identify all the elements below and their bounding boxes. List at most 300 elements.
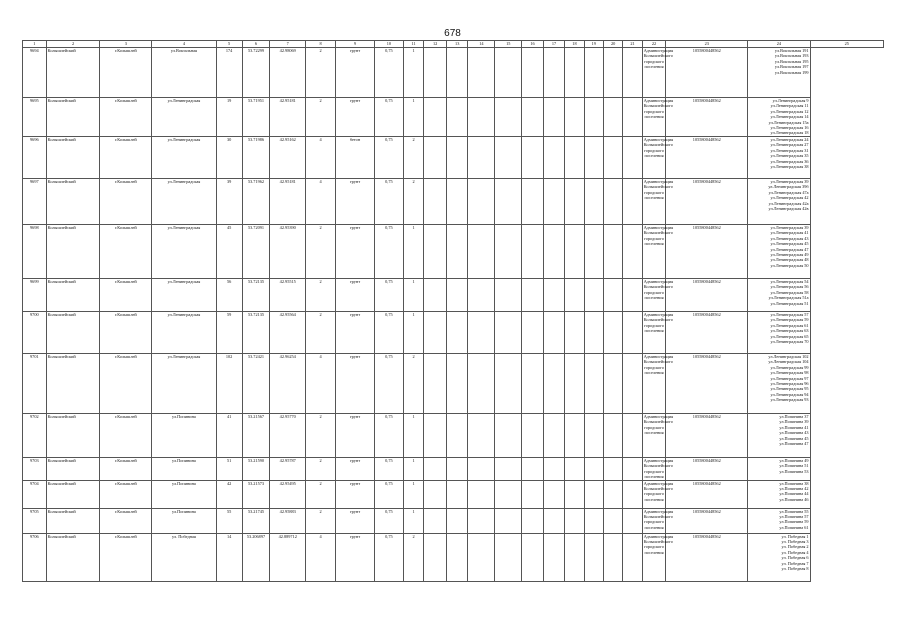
served-address: ул.Ленинградская 9 — [772, 98, 809, 103]
empty-cell — [468, 48, 495, 98]
containers-cell: 2 — [306, 48, 336, 98]
owner-line: Администрация — [643, 98, 674, 103]
served-address: ул.Попинина 53 — [779, 468, 809, 474]
latitude-cell: 53.71951 — [242, 98, 270, 137]
served-address: ул.Ленинградская 39б — [768, 184, 809, 190]
volume-cell: 0,75 — [374, 354, 403, 414]
empty-cell — [584, 98, 603, 137]
owner-line: Колышлейского городского — [643, 53, 673, 64]
owner-line: поселения — [644, 524, 664, 530]
district-cell: Колышлейский — [46, 354, 100, 414]
owner-line: Колышлейского городского — [643, 539, 673, 550]
served-address: ул.Ленинградская 31 — [770, 147, 809, 153]
empty-cell — [424, 225, 447, 279]
empty-cell — [522, 137, 544, 179]
locality-cell: г.Колышлей — [100, 312, 152, 354]
served-address: ул.Ленинградская 16 — [770, 125, 809, 131]
empty-cell — [623, 414, 642, 458]
count-cell: 1 — [403, 312, 423, 354]
row-id: 9701 — [23, 354, 47, 414]
empty-cell — [584, 179, 603, 225]
empty-cell — [603, 225, 622, 279]
served-address: ул.Ленинградская 43 — [770, 235, 809, 241]
locality-cell: г.Колышлей — [100, 480, 152, 508]
served-address: ул.Попинина 44 — [779, 491, 809, 497]
column-number-cell: 4 — [152, 41, 217, 48]
count-cell: 2 — [403, 179, 423, 225]
row-id: 9703 — [23, 458, 47, 481]
street-cell: ул.Вокзальная — [152, 48, 217, 98]
latitude-cell: 53.72091 — [242, 225, 270, 279]
owner-line: Администрация — [643, 508, 674, 514]
volume-cell: 0,75 — [374, 533, 403, 581]
latitude-cell: 53.72421 — [242, 354, 270, 414]
inn-cell: 1055800448562 — [666, 354, 748, 414]
served-address: ул. Победная 6 — [781, 555, 809, 561]
volume-cell: 0,75 — [374, 48, 403, 98]
column-number-cell: 13 — [446, 41, 468, 48]
served-addresses-cell — [748, 533, 810, 581]
inn-cell: 1055800448562 — [666, 508, 748, 533]
volume-cell: 0,75 — [374, 414, 403, 458]
owner-cell — [642, 458, 674, 481]
empty-cell — [603, 354, 622, 414]
inn-cell: 1055800448562 — [666, 98, 748, 137]
containers-cell: 2 — [306, 312, 336, 354]
column-number-cell: 15 — [495, 41, 522, 48]
served-addresses-cell — [748, 354, 810, 414]
served-address: ул.Попинина 43 — [779, 430, 809, 436]
empty-cell — [543, 533, 565, 581]
served-address: ул.Ленинградская 39 — [770, 225, 809, 230]
column-number-cell: 5 — [216, 41, 242, 48]
empty-cell — [446, 137, 468, 179]
empty-cell — [603, 533, 622, 581]
column-number-cell: 19 — [584, 41, 603, 48]
served-address: ул.Ленинградская 36 — [770, 158, 809, 164]
owner-line: Колышлейского городского — [643, 317, 673, 328]
longitude-cell: 42.95787 — [270, 458, 306, 481]
served-address: ул.Ленинградская 27 — [770, 142, 809, 148]
owner-cell — [642, 279, 674, 312]
locality-cell: г.Колышлей — [100, 354, 152, 414]
owner-cell — [642, 354, 674, 414]
served-address: ул.Ленинградская 58 — [770, 289, 809, 295]
empty-cell — [424, 312, 447, 354]
empty-cell — [584, 533, 603, 581]
empty-cell — [584, 312, 603, 354]
owner-cell — [642, 312, 674, 354]
district-cell: Колышлейский — [46, 458, 100, 481]
served-addresses-cell — [748, 508, 810, 533]
empty-cell — [543, 279, 565, 312]
longitude-cell: 42.95495 — [270, 480, 306, 508]
street-cell: ул. Победная — [152, 533, 217, 581]
served-address: ул.Вокзальная 195 — [774, 58, 809, 64]
volume-cell: 0,75 — [374, 458, 403, 481]
empty-cell — [446, 533, 468, 581]
containers-cell: 2 — [306, 279, 336, 312]
street-cell: ул.Ленинградская — [152, 354, 217, 414]
page-number: 678 — [444, 28, 461, 39]
empty-cell — [468, 458, 495, 481]
column-number-cell: 11 — [403, 41, 423, 48]
empty-cell — [468, 137, 495, 179]
empty-cell — [565, 98, 584, 137]
served-addresses-cell — [748, 458, 810, 481]
street-cell: ул.Ленинградская — [152, 279, 217, 312]
column-number-cell: 17 — [543, 41, 565, 48]
empty-cell — [565, 480, 584, 508]
owner-cell — [642, 414, 674, 458]
containers-cell: 2 — [306, 98, 336, 137]
empty-cell — [495, 508, 522, 533]
latitude-cell: 53.21745 — [242, 508, 270, 533]
served-address: ул.Ленинградская 47 — [770, 246, 809, 252]
containers-cell: 2 — [306, 480, 336, 508]
empty-cell — [543, 179, 565, 225]
served-address: ул.Попинина 55 — [779, 508, 809, 514]
empty-cell — [522, 533, 544, 581]
empty-cell — [565, 312, 584, 354]
street-cell: ул.Ленинградская — [152, 312, 217, 354]
owner-line: Колышлейского городского — [643, 486, 673, 497]
owner-line: Администрация — [643, 279, 674, 284]
district-cell: Колышлейский — [46, 312, 100, 354]
served-address: ул.Ленинградская 63 — [770, 328, 809, 334]
empty-cell — [565, 533, 584, 581]
served-address: ул.Ленинградская 59 — [770, 317, 809, 323]
table-row — [23, 279, 884, 312]
served-address: ул.Вокзальная 191 — [774, 48, 809, 53]
row-id: 9696 — [23, 137, 47, 179]
district-cell: Колышлейский — [46, 480, 100, 508]
owner-line: поселения — [644, 474, 664, 480]
served-address: ул.Попинина 51 — [779, 463, 809, 469]
served-address: ул.Ленинградская 95 — [770, 386, 809, 392]
served-address: ул.Ленинградская 39 — [770, 179, 809, 184]
empty-cell — [522, 480, 544, 508]
empty-cell — [446, 48, 468, 98]
served-address: ул.Попинина 59 — [779, 519, 809, 525]
owner-line: поселения — [644, 195, 664, 201]
owner-line: Администрация — [643, 312, 674, 317]
street-cell: ул.Попинина — [152, 508, 217, 533]
surface-cell: грунт — [336, 279, 375, 312]
inn-cell: 1055800448562 — [666, 279, 748, 312]
served-addresses-cell — [748, 179, 810, 225]
owner-line: Администрация — [643, 354, 674, 359]
empty-cell — [522, 48, 544, 98]
served-address: ул.Ленинградская 93 — [770, 397, 809, 403]
served-address: ул.Попинина 37 — [779, 414, 809, 419]
column-number-cell: 23 — [666, 41, 748, 48]
surface-cell: грунт — [336, 533, 375, 581]
empty-cell — [468, 312, 495, 354]
served-address: ул.Ленинградская 51а — [768, 295, 809, 301]
empty-cell — [468, 414, 495, 458]
latitude-cell: 53.21590 — [242, 458, 270, 481]
served-address: ул.Ленинградская 11 — [770, 103, 809, 109]
empty-cell — [446, 414, 468, 458]
empty-cell — [543, 312, 565, 354]
empty-cell — [424, 354, 447, 414]
empty-cell — [543, 508, 565, 533]
empty-cell — [584, 279, 603, 312]
served-address: ул.Попинина 41 — [779, 424, 809, 430]
surface-cell: грунт — [336, 312, 375, 354]
table-row — [23, 179, 884, 225]
row-id: 9694 — [23, 48, 47, 98]
served-addresses-cell — [748, 137, 810, 179]
empty-cell — [468, 480, 495, 508]
column-number-cell: 6 — [242, 41, 270, 48]
empty-cell — [522, 279, 544, 312]
empty-cell — [446, 279, 468, 312]
served-address: ул.Попинина 46 — [779, 496, 809, 502]
empty-cell — [623, 480, 642, 508]
empty-cell — [424, 533, 447, 581]
owner-line: поселения — [644, 241, 664, 247]
volume-cell: 0,75 — [374, 312, 403, 354]
street-cell: ул.Ленинградская — [152, 179, 217, 225]
empty-cell — [495, 480, 522, 508]
served-address: ул.Вокзальная 199 — [774, 69, 809, 75]
served-address: ул.Ленинградская 38 — [770, 164, 809, 170]
empty-cell — [446, 225, 468, 279]
latitude-cell: 53.206897 — [242, 533, 270, 581]
empty-cell — [623, 533, 642, 581]
empty-cell — [603, 179, 622, 225]
owner-line: Колышлейского городского — [643, 184, 673, 195]
house-number-cell: 51 — [216, 458, 242, 481]
longitude-cell: 42.95564 — [270, 312, 306, 354]
empty-cell — [603, 508, 622, 533]
empty-cell — [495, 98, 522, 137]
count-cell: 2 — [403, 533, 423, 581]
registry-table — [22, 40, 884, 582]
count-cell: 1 — [403, 279, 423, 312]
column-number-row — [23, 41, 884, 48]
house-number-cell: 42 — [216, 480, 242, 508]
house-number-cell: 39 — [216, 179, 242, 225]
served-address: ул.Ленинградская 15а — [768, 119, 809, 125]
house-number-cell: 41 — [216, 414, 242, 458]
empty-cell — [446, 98, 468, 137]
table-body — [23, 48, 884, 582]
empty-cell — [522, 354, 544, 414]
owner-line: Администрация — [643, 179, 674, 184]
house-number-cell: 102 — [216, 354, 242, 414]
empty-cell — [495, 414, 522, 458]
empty-cell — [424, 137, 447, 179]
owner-cell — [642, 225, 674, 279]
empty-cell — [424, 179, 447, 225]
empty-cell — [543, 137, 565, 179]
empty-cell — [495, 279, 522, 312]
owner-line: поселения — [644, 549, 664, 555]
house-number-cell: 174 — [216, 48, 242, 98]
locality-cell: г.Колышлей — [100, 98, 152, 137]
empty-cell — [543, 48, 565, 98]
empty-cell — [623, 137, 642, 179]
empty-cell — [522, 414, 544, 458]
inn-cell: 1055800448562 — [666, 48, 748, 98]
table-row — [23, 480, 884, 508]
empty-cell — [495, 179, 522, 225]
volume-cell: 0,75 — [374, 179, 403, 225]
empty-cell — [522, 179, 544, 225]
column-number-cell: 16 — [522, 41, 544, 48]
served-address: ул.Ленинградская 42в — [768, 206, 809, 212]
served-address: ул.Ленинградская 42а — [768, 200, 809, 206]
column-number-cell: 22 — [642, 41, 666, 48]
served-addresses-cell — [748, 225, 810, 279]
district-cell: Колышлейский — [46, 137, 100, 179]
served-address: ул.Ленинградская 42 — [770, 195, 809, 201]
count-cell: 1 — [403, 480, 423, 508]
row-id: 9698 — [23, 225, 47, 279]
empty-cell — [495, 312, 522, 354]
served-address: ул.Ленинградская 18 — [770, 130, 809, 136]
locality-cell: г.Колышлей — [100, 137, 152, 179]
table-row — [23, 137, 884, 179]
empty-cell — [565, 458, 584, 481]
empty-cell — [623, 508, 642, 533]
owner-line: Колышлейского городского — [643, 463, 673, 474]
served-address: ул.Попинина 39 — [779, 419, 809, 425]
column-number-cell: 1 — [23, 41, 47, 48]
inn-cell: 1055800448562 — [666, 225, 748, 279]
empty-cell — [603, 458, 622, 481]
served-address: ул.Вокзальная 193 — [774, 53, 809, 59]
empty-cell — [565, 414, 584, 458]
inn-cell: 1055800448562 — [666, 179, 748, 225]
empty-cell — [543, 354, 565, 414]
owner-line: Колышлейского городского — [643, 103, 673, 114]
empty-cell — [584, 458, 603, 481]
owner-cell — [642, 533, 674, 581]
row-id: 9702 — [23, 414, 47, 458]
owner-cell — [642, 137, 674, 179]
volume-cell: 0,75 — [374, 137, 403, 179]
locality-cell: г.Колышлей — [100, 533, 152, 581]
inn-cell: 1055800448562 — [666, 458, 748, 481]
column-number-cell: 20 — [603, 41, 622, 48]
empty-cell — [446, 312, 468, 354]
house-number-cell: 30 — [216, 137, 242, 179]
served-address: ул.Ленинградская 57 — [770, 312, 809, 317]
longitude-cell: 42.889712 — [270, 533, 306, 581]
surface-cell: грунт — [336, 98, 375, 137]
empty-cell — [468, 354, 495, 414]
empty-cell — [603, 312, 622, 354]
owner-line: поселения — [644, 295, 664, 301]
owner-line: Администрация — [643, 480, 674, 486]
street-cell: ул.Попинина — [152, 480, 217, 508]
containers-cell: 2 — [306, 458, 336, 481]
empty-cell — [468, 179, 495, 225]
empty-cell — [468, 225, 495, 279]
table-row — [23, 225, 884, 279]
inn-cell: 1055800448562 — [666, 480, 748, 508]
served-address: ул.Ленинградская 47а — [768, 189, 809, 195]
empty-cell — [543, 98, 565, 137]
empty-cell — [584, 480, 603, 508]
table-row — [23, 533, 884, 581]
empty-cell — [495, 48, 522, 98]
containers-cell: 4 — [306, 354, 336, 414]
served-addresses-cell — [748, 414, 810, 458]
empty-cell — [522, 508, 544, 533]
row-id: 9705 — [23, 508, 47, 533]
empty-cell — [565, 137, 584, 179]
empty-cell — [424, 98, 447, 137]
containers-cell: 2 — [306, 225, 336, 279]
owner-cell — [642, 508, 674, 533]
served-address: ул.Ленинградская 51 — [770, 300, 809, 306]
latitude-cell: 53.71962 — [242, 179, 270, 225]
owner-line: поселения — [644, 114, 664, 120]
owner-line: поселения — [644, 496, 664, 502]
district-cell: Колышлейский — [46, 225, 100, 279]
table-row — [23, 354, 884, 414]
latitude-cell: 53.72299 — [242, 48, 270, 98]
owner-line: Колышлейского городского — [643, 284, 673, 295]
served-address: ул.Попинина 47 — [779, 441, 809, 447]
count-cell: 1 — [403, 98, 423, 137]
served-address: ул.Попинина 45 — [779, 435, 809, 441]
served-address: ул. Победная 4 — [781, 549, 809, 555]
owner-line: Колышлейского городского — [643, 419, 673, 430]
containers-cell: 4 — [306, 533, 336, 581]
district-cell: Колышлейский — [46, 533, 100, 581]
empty-cell — [543, 414, 565, 458]
served-address: ул.Ленинградская 70 — [770, 339, 809, 345]
longitude-cell: 42.95162 — [270, 137, 306, 179]
column-number-cell: 10 — [374, 41, 403, 48]
count-cell: 1 — [403, 458, 423, 481]
row-id: 9699 — [23, 279, 47, 312]
served-address: ул.Ленинградская 65 — [770, 333, 809, 339]
empty-cell — [543, 480, 565, 508]
empty-cell — [522, 98, 544, 137]
latitude-cell: 53.21573 — [242, 480, 270, 508]
locality-cell: г.Колышлей — [100, 48, 152, 98]
empty-cell — [623, 225, 642, 279]
containers-cell: 4 — [306, 179, 336, 225]
served-address: ул.Ленинградская 41 — [770, 230, 809, 236]
empty-cell — [446, 480, 468, 508]
served-address: ул. Победная 3 — [781, 539, 809, 545]
empty-cell — [424, 508, 447, 533]
empty-cell — [623, 354, 642, 414]
served-address: ул.Ленинградская 96 — [770, 381, 809, 387]
row-id: 9704 — [23, 480, 47, 508]
empty-cell — [623, 179, 642, 225]
served-addresses-cell — [748, 98, 810, 137]
served-address: ул.Ленинградская 97 — [770, 375, 809, 381]
house-number-cell: 14 — [216, 533, 242, 581]
owner-line: поселения — [644, 370, 664, 376]
column-number-cell: 12 — [424, 41, 447, 48]
empty-cell — [584, 48, 603, 98]
empty-cell — [565, 48, 584, 98]
owner-line: Администрация — [643, 137, 674, 142]
surface-cell: грунт — [336, 508, 375, 533]
house-number-cell: 59 — [216, 312, 242, 354]
column-number-cell: 14 — [468, 41, 495, 48]
